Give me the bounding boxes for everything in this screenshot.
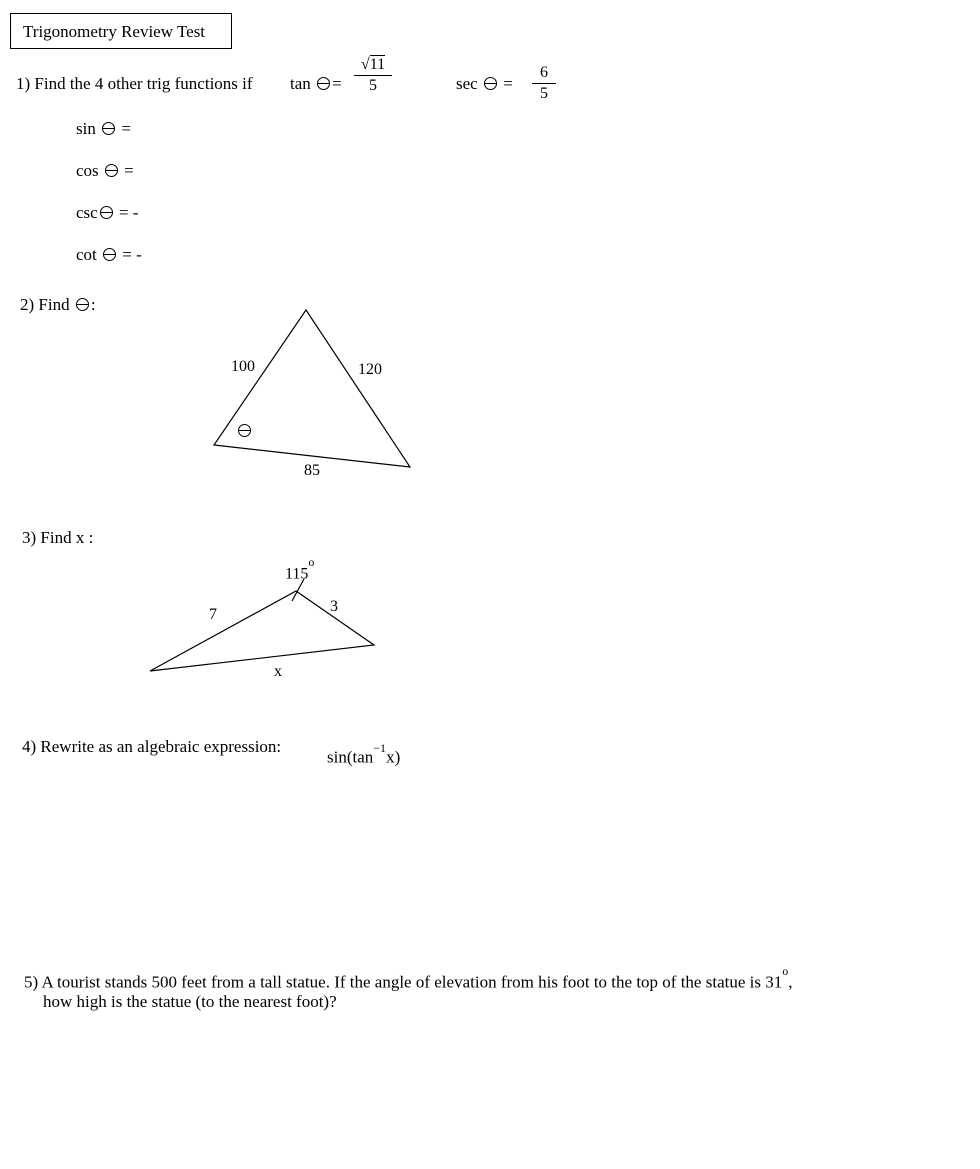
- q3-angle-label: 115$^o$: [285, 555, 315, 583]
- q1-label: 1) Find the 4 other trig functions if: [16, 74, 253, 93]
- q5-line2: how high is the statue (to the nearest foot)?: [43, 992, 337, 1011]
- q1-row-sin: sin =: [76, 119, 131, 138]
- q2-triangle: [214, 310, 410, 467]
- page-title: Trigonometry Review Test: [10, 13, 232, 49]
- q4-prompt: 4) Rewrite as an algebraic expression:: [22, 737, 282, 756]
- q1-tan-label: tan: [290, 74, 311, 93]
- q1-tan-denominator: 5: [369, 77, 377, 94]
- q2-side-left: 100: [231, 358, 255, 375]
- q3-prompt: 3) Find x :: [22, 528, 94, 547]
- q2-side-right: 120: [358, 361, 382, 378]
- q3-side-left: 7: [209, 606, 217, 623]
- q1-sec-expression: sec =: [456, 74, 513, 93]
- q1-tan-expression: tan =: [290, 74, 342, 93]
- q2-side-bottom: 85: [304, 462, 320, 479]
- q3-side-bottom: x: [274, 663, 282, 680]
- q3-triangle: [150, 591, 374, 671]
- q1-sec-denominator: 5: [540, 85, 548, 102]
- theta-symbol: [238, 424, 251, 437]
- q4-expression: $\sin(\tan^{-1}x)$: [327, 741, 401, 767]
- q1-sec-numerator: 6: [540, 64, 548, 81]
- q5-line1: 5) A tourist stands 500 feet from a tall statue. If the angle of elevation from his foot to the top of the statue is 31$^o$,: [24, 964, 793, 992]
- q1-row-cot: cot = -: [76, 245, 142, 264]
- q1-sec-label: sec: [456, 74, 478, 93]
- q2-prompt: 2) Find :: [20, 295, 96, 314]
- q2-angle-theta: [236, 421, 253, 441]
- q2-label: 2) Find: [20, 295, 70, 314]
- q1-row-cos: cos =: [76, 161, 134, 180]
- q3-side-right: 3: [330, 598, 338, 615]
- q1-row-csc: csc = -: [76, 203, 139, 222]
- q1-tan-numerator: √11: [360, 56, 386, 73]
